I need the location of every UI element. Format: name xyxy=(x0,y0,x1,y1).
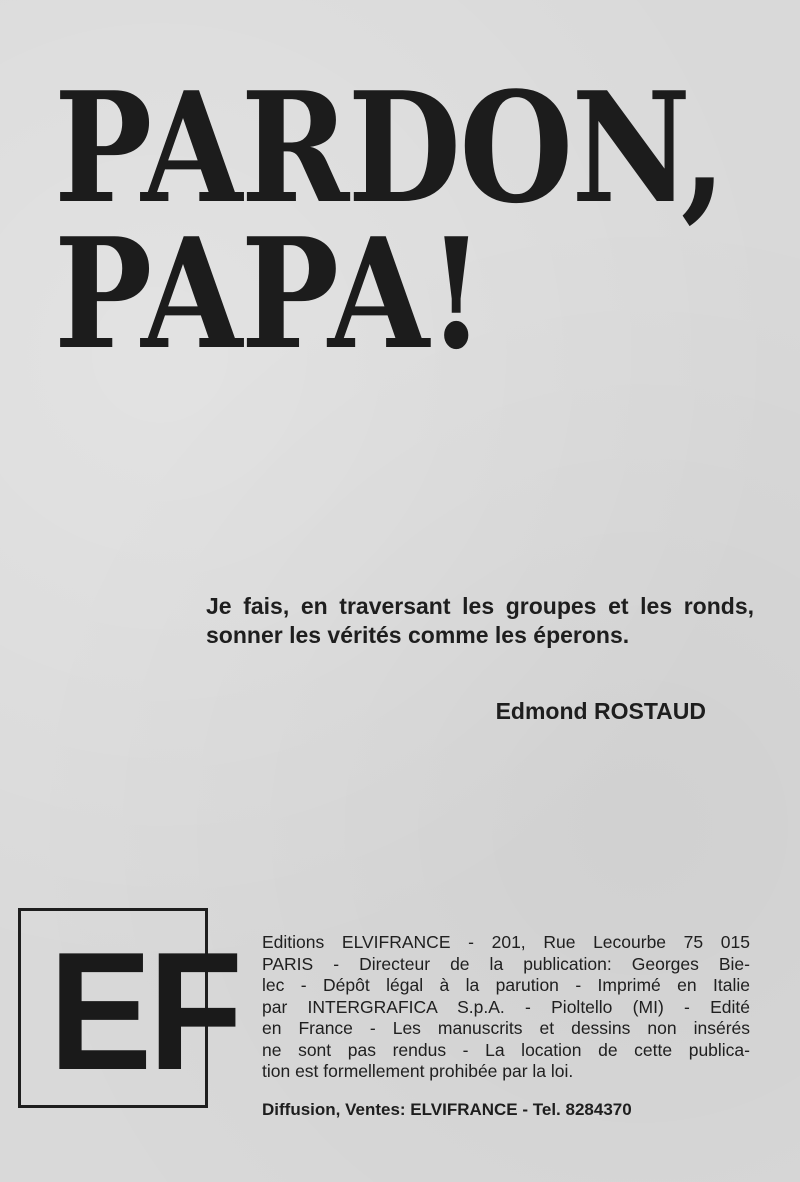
publisher-logo-text: EF xyxy=(49,917,240,1105)
title-line-1: PARDON, xyxy=(54,58,725,237)
imprint-line: en France - Les manuscrits et dessins non insérés xyxy=(262,1018,750,1038)
diffusion-line: Diffusion, Ventes: ELVIFRANCE - Tel. 8284370 xyxy=(262,1100,632,1119)
title-line-2: PAPA! xyxy=(54,204,484,383)
imprint-line: lec - Dépôt légal à la parution - Imprimé en Italie xyxy=(262,975,750,995)
epigraph-quote: Je fais, en traversant les groupes et les ronds, sonner les vérités comme les éperons. xyxy=(206,593,754,648)
imprint-line: Editions ELVIFRANCE - 201, Rue Lecourbe 75 015 xyxy=(262,932,750,952)
publisher-logo xyxy=(18,908,240,1108)
imprint-line: tion est formellement prohibée par la loi. xyxy=(262,1061,574,1081)
imprint-block xyxy=(262,932,750,1083)
imprint-line: par INTERGRAFICA S.p.A. - Pioltello (MI) - Edité xyxy=(262,996,750,1017)
epigraph-author: Edmond ROSTAUD xyxy=(495,698,706,724)
imprint-line: ne sont pas rendus - La location de cette publica- xyxy=(262,1039,750,1060)
imprint-line: PARIS - Directeur de la publication: Georges Bie- xyxy=(262,953,750,974)
